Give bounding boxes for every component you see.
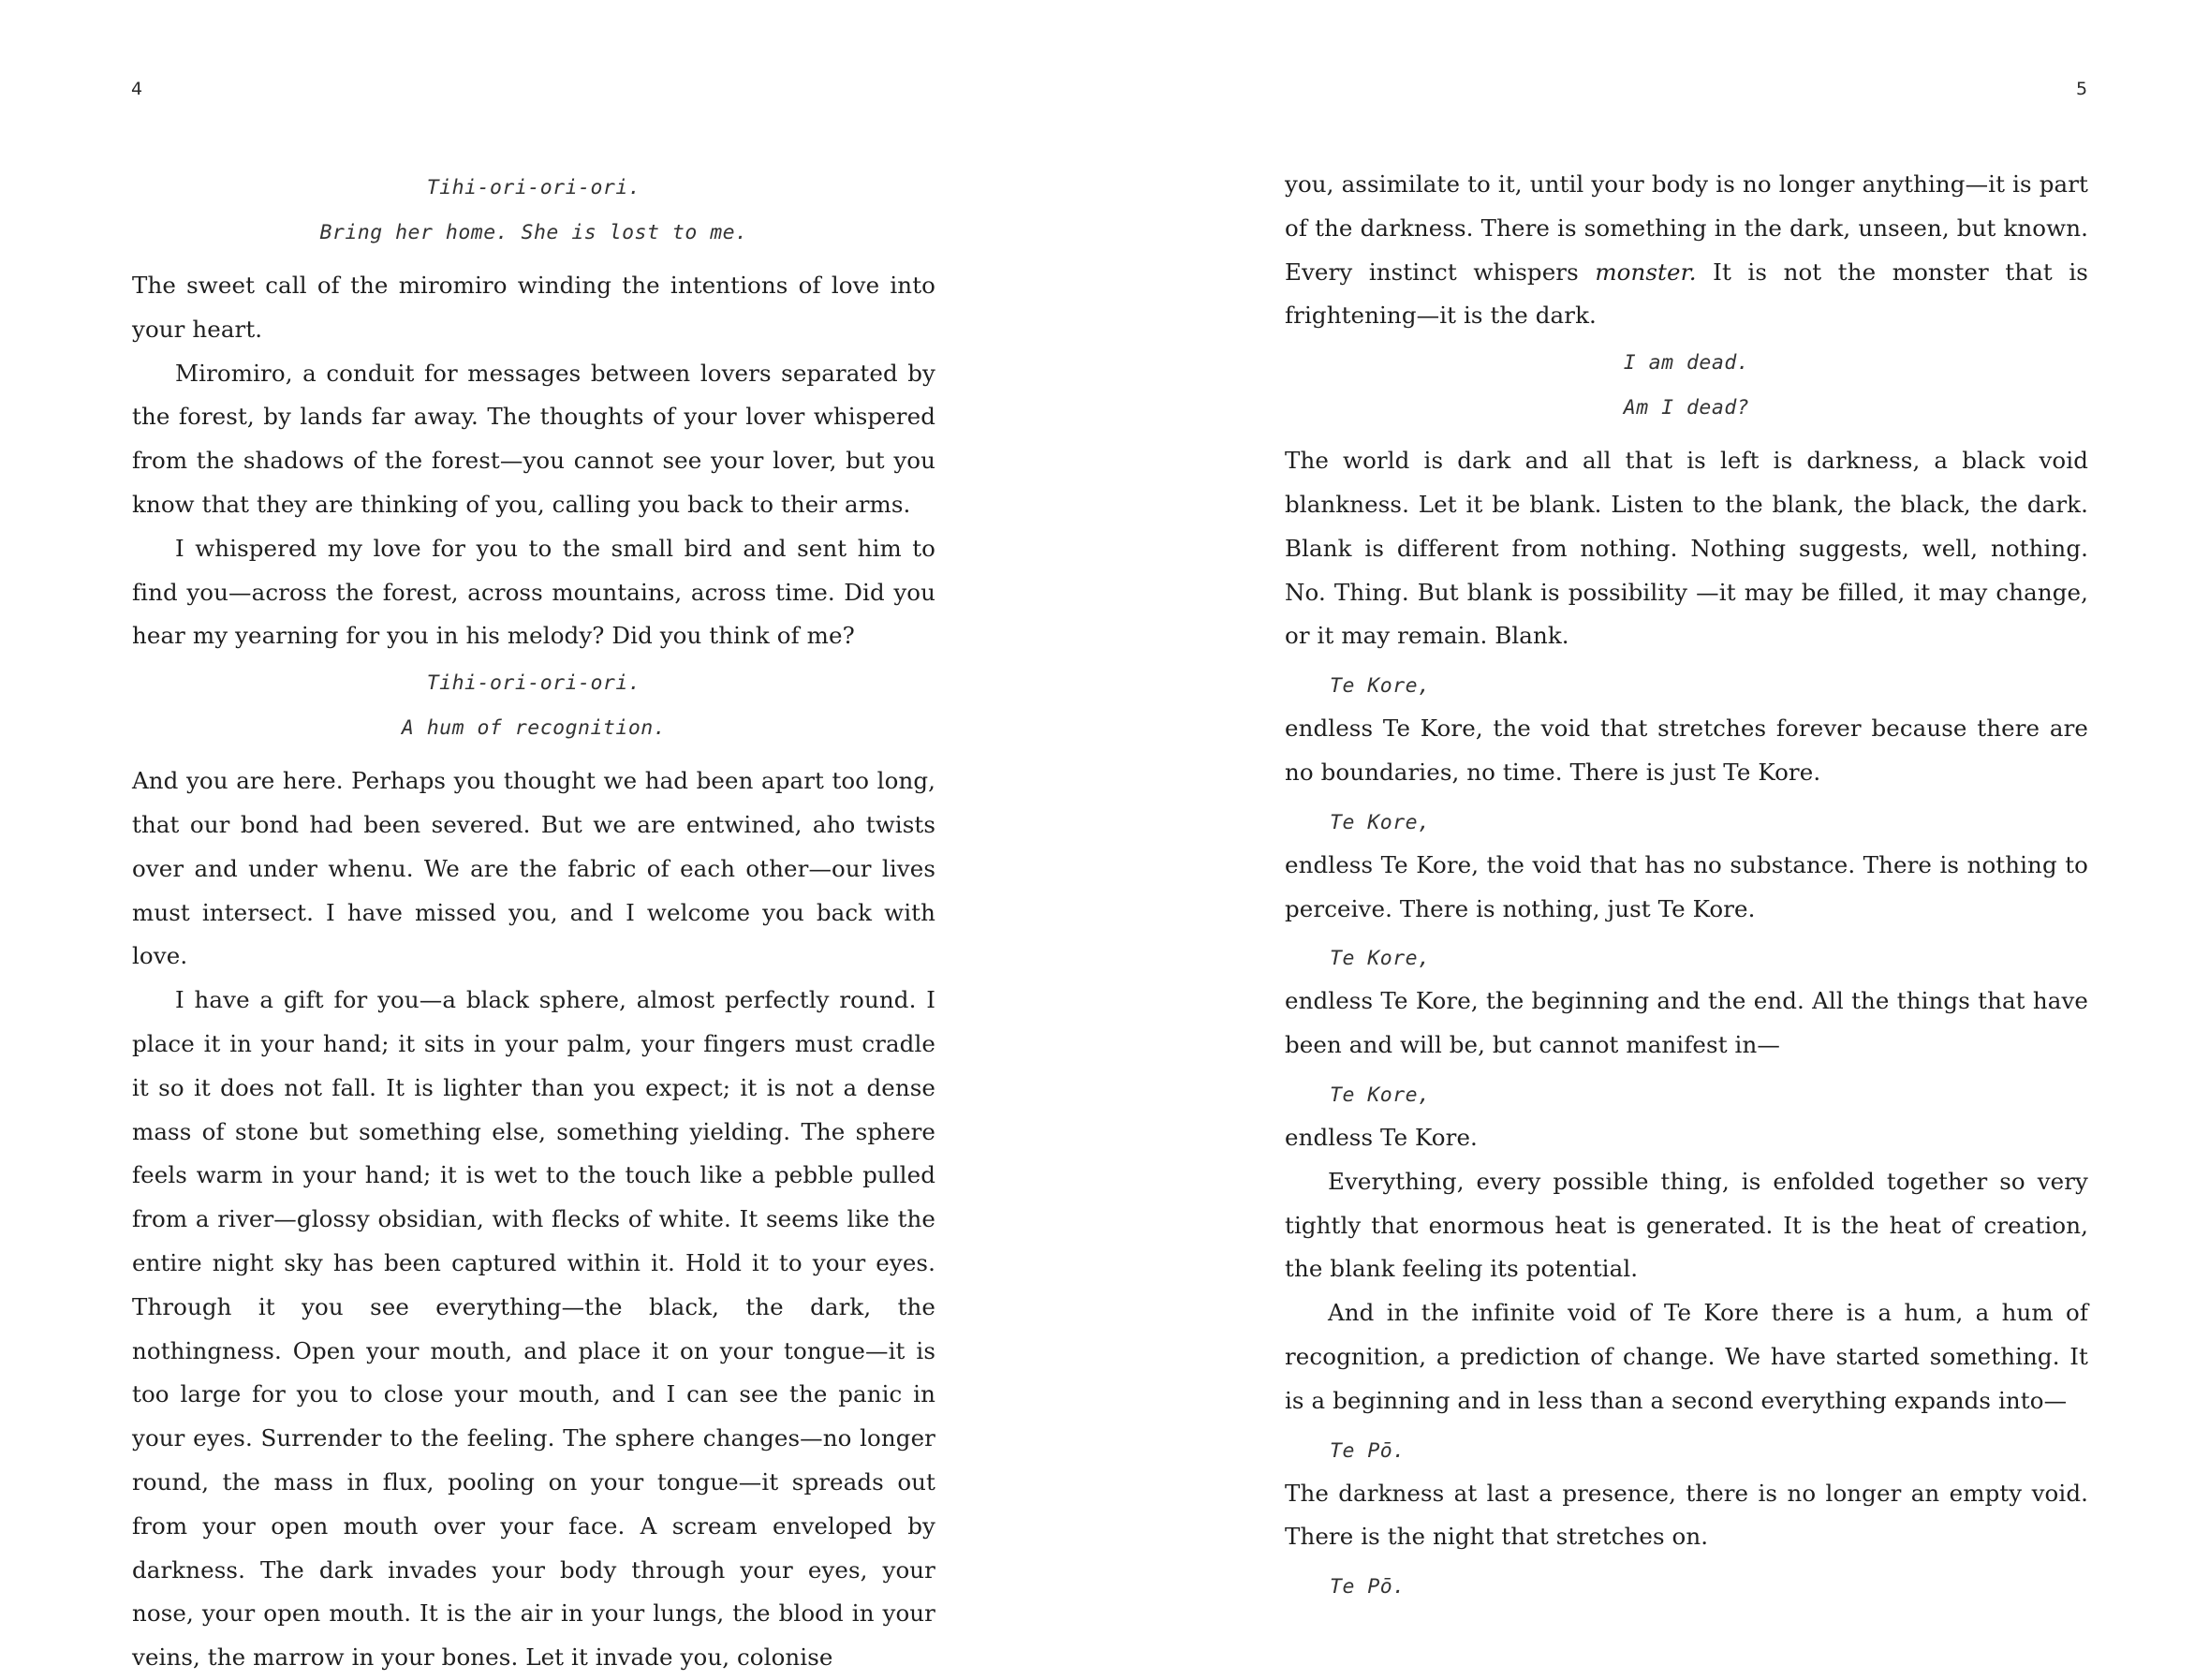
bird-call-translation: A hum of recognition. — [401, 716, 667, 741]
paragraph: endless Te Kore, the void that stretches forever because there are no boundaries, no time. There is just Te Kore. — [1285, 715, 2088, 786]
verse-line: Te Kore, — [1330, 1083, 1431, 1107]
paragraph: I have a gift for you—a black sphere, almost perfectly round. I place it in your hand; it sits in your palm, your fingers must cradle it so it does not fall. It is lighter than you expect; it is not a dense mass of stone but something else, something yielding. The sphere feels warm in your hand; it is wet to the touch like a pebble pulled from a river—glossy obsidian, with flecks of white. It seems like the entire night sky has been captured within it. Hold it to your eyes. Through it you see everything—the black, the dark, the nothingness. Open your mouth, and place it on your tongue—it is too large for you to close your mouth, and I can see the panic in your eyes. Surrender to the feeling. The sphere changes—no longer round, the mass in flux, pooling on your tongue—it spreads out from your open mouth over your face. A scream enveloped by darkness. The dark invades your body through your eyes, your nose, your open mouth. It is the air in your lungs, the blood in your veins, the marrow in your bones. Let it invade you, colonise — [132, 986, 935, 1672]
paragraph: The sweet call of the miromiro winding the intentions of love into your heart. — [132, 272, 935, 343]
right-page — [1105, 0, 2209, 1664]
page-number-left: 4 — [131, 79, 143, 99]
verse-line: Te Kore, — [1330, 947, 1431, 971]
paragraph: endless Te Kore, the beginning and the end. All the things that have been and will be, but cannot manifest in— — [1285, 987, 2088, 1059]
bird-call: Tihi-ori-ori-ori. — [426, 176, 641, 199]
paragraph: The darkness at last a presence, there is no longer an empty void. There is the night that stretches on. — [1285, 1479, 2088, 1551]
paragraph: And in the infinite void of Te Kore there is a hum, a hum of recognition, a prediction of change. We have started something. It is a beginning and in less than a second everything expands into— — [1285, 1299, 2088, 1414]
paragraph: endless Te Kore, the void that has no substance. There is nothing to perceive. There is nothing, just Te Kore. — [1285, 850, 2088, 922]
bird-call-translation: Bring her home. She is lost to me. — [319, 221, 748, 244]
page-number-right: 5 — [2076, 79, 2088, 99]
verse-line: Te Pō. — [1330, 1438, 1406, 1463]
left-page-text — [132, 163, 935, 1680]
left-page — [0, 0, 1104, 1672]
paragraph: Miromiro, a conduit for messages between lovers separated by the forest, by lands far away. The thoughts of your lover whispered from the shadows of the forest—you cannot see your lover, but you know that they are thinking of you, calling you back to their arms. — [132, 359, 935, 518]
bird-call: Tihi-ori-ori-ori. — [426, 671, 641, 696]
paragraph: The world is dark and all that is left is darkness, a black void blankness. Let it be blank. Listen to the blank, the black, the dark. Blank is different from nothing. Nothing suggests, well, nothing. No. Thing. But blank is possibility —it may be filled, it may change, or it may remain. Blank. — [1285, 447, 2088, 650]
italic-line: I am dead. — [1623, 351, 1750, 376]
paragraph: endless Te Kore. — [1285, 1123, 1478, 1151]
paragraph: I whispered my love for you to the small bird and sent him to find you—across the forest, across mountains, across time. Did you hear my yearning for you in his melody? Did you think of me? — [132, 534, 935, 650]
paragraph: you, assimilate to it, until your body is no longer anything—it is part of the darkness. There is something in the dark, unseen, but known. Every instinct whispers monster. It is not the monster that is frightening—it is the dark. — [1285, 170, 2088, 330]
verse-line: Te Kore, — [1330, 810, 1431, 834]
paragraph: Everything, every possible thing, is enfolded together so very tightly that enormous heat is generated. It is the heat of creation, the blank feeling its potential. — [1285, 1167, 2088, 1283]
verse-line: Te Pō. — [1330, 1575, 1406, 1599]
right-page-text — [1285, 163, 2088, 1608]
emphasis-monster: monster. — [1595, 258, 1697, 286]
italic-line: Am I dead? — [1623, 396, 1750, 420]
paragraph: And you are here. Perhaps you thought we had been apart too long, that our bond had been severed. But we are entwined, aho twists over and under whenu. We are the fabric of each other—our lives must intersect. I have missed you, and I welcome you back with love. — [132, 767, 935, 970]
verse-line: Te Kore, — [1330, 674, 1431, 699]
